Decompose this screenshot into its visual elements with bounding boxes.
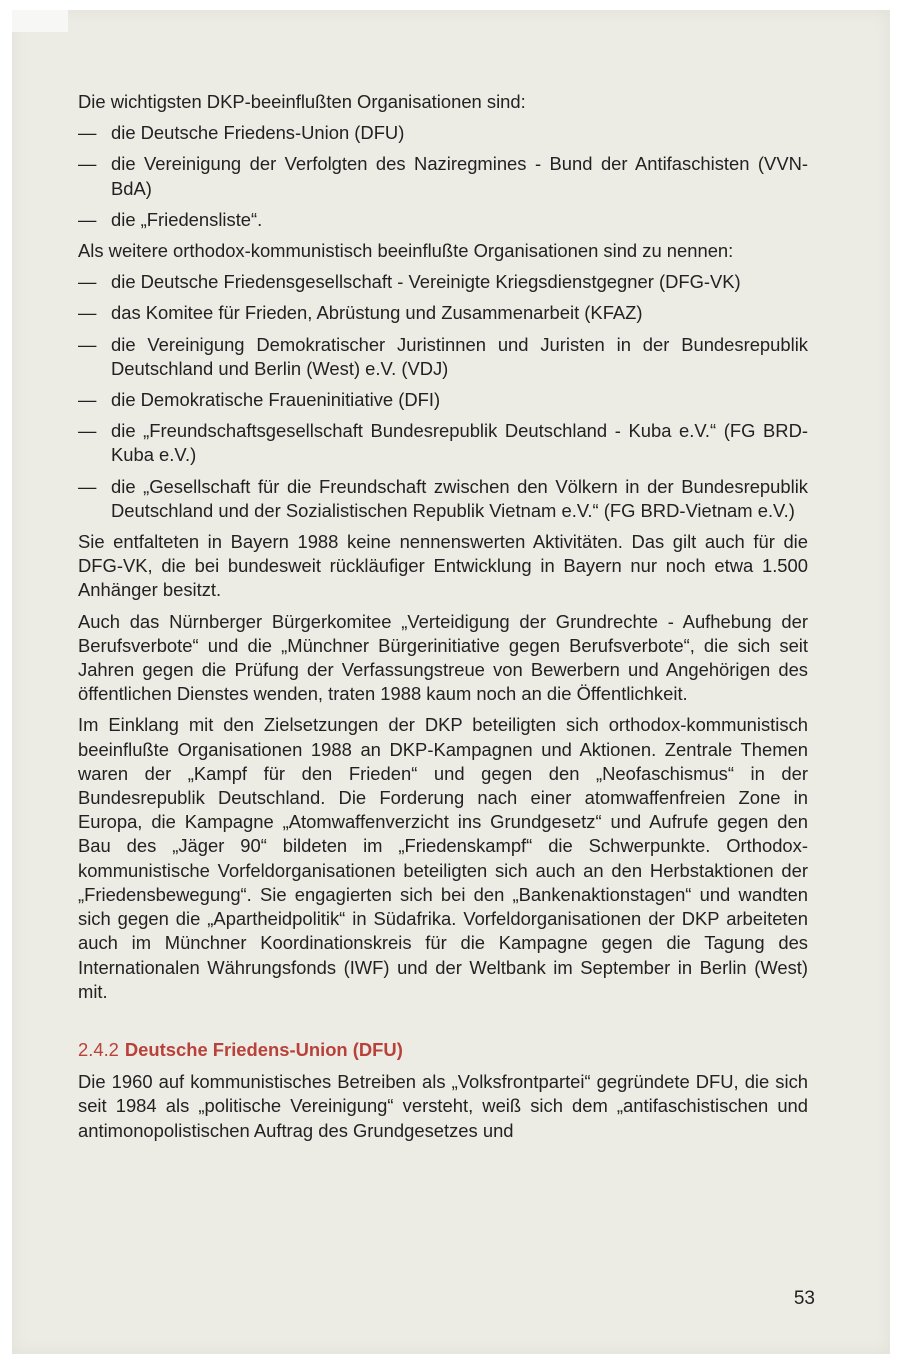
list-item xyxy=(78,419,808,467)
section-paragraph: Die 1960 auf kommunistisches Betreiben als „Volksfrontpartei“ gegründete DFU, die sich seit 1984 als „politische Vereinigung“ versteht, weiß sich dem „antifaschistischen und antimonopolistischen Auftrag des Grundgesetzes und xyxy=(78,1071,808,1141)
list-item xyxy=(78,475,808,523)
list-item xyxy=(78,301,808,325)
dash-marker: — xyxy=(78,271,97,293)
list-item-text: die Vereinigung Demokratischer Juristinnen und Juristen in der Bundesrepublik Deutschland und Berlin (West) e.V. (VDJ) xyxy=(111,333,808,379)
dash-marker: — xyxy=(78,420,97,442)
list-item xyxy=(78,388,808,412)
body-paragraph: Auch das Nürnberger Bürgerkomitee „Verteidigung der Grundrechte - Aufhebung der Berufsverbote“ und die „Münchner Bürgerinitiative gegen Berufsverbote“, die sich seit Jahren gegen die Prüfung der Verfassungstreue von Bewerbern und Angehörigen des öffentlichen Dienstes wenden, traten 1988 kaum noch an die Öffentlichkeit. xyxy=(78,610,808,705)
list-item-text: die „Friedensliste“. xyxy=(111,208,263,230)
dash-marker: — xyxy=(78,208,97,230)
list-item xyxy=(78,121,808,145)
dkp-organizations-list xyxy=(78,121,808,232)
body-paragraph: Sie entfalteten in Bayern 1988 keine nennenswerten Aktivitäten. Das gilt auch für die DFG-VK, die bei bundesweit rückläufiger Entwicklung in Bayern nur noch etwa 1.500 Anhänger besitzt. xyxy=(78,531,808,601)
dash-marker: — xyxy=(78,153,97,175)
list-item xyxy=(78,333,808,381)
section-heading xyxy=(78,1038,808,1062)
intro-text-1: Die wichtigsten DKP-beeinflußten Organisationen sind: xyxy=(78,91,526,112)
dash-marker: — xyxy=(78,122,97,144)
dash-marker: — xyxy=(78,389,97,411)
list-item-text: das Komitee für Frieden, Abrüstung und Zusammenarbeit (KFAZ) xyxy=(111,302,643,324)
scan-edge-mark xyxy=(12,10,68,32)
dash-marker: — xyxy=(78,302,97,324)
list-item xyxy=(78,270,808,294)
page-content xyxy=(78,90,808,1150)
list-item xyxy=(78,152,808,200)
dash-marker: — xyxy=(78,333,97,355)
list-item-text: die Vereinigung der Verfolgten des Naziregmines - Bund der Antifaschisten (VVN-BdA) xyxy=(111,153,808,199)
list-item-text: die Demokratische Fraueninitiative (DFI) xyxy=(111,389,441,411)
list-item-text: die „Freundschaftsgesellschaft Bundesrepublik Deutschland - Kuba e.V.“ (FG BRD-Kuba e.V.) xyxy=(111,420,808,466)
dash-marker: — xyxy=(78,475,97,497)
list-item xyxy=(78,208,808,232)
list-item-text: die Deutsche Friedens-Union (DFU) xyxy=(111,122,405,144)
section-number: 2.4.2 xyxy=(78,1038,119,1060)
intro-text-2: Als weitere orthodox-kommunistisch beeinflußte Organisationen sind zu nennen: xyxy=(78,240,734,262)
section-title: Deutsche Friedens-Union (DFU) xyxy=(124,1038,403,1060)
list-item-text: die „Gesellschaft für die Freundschaft zwischen den Völkern in der Bundesrepublik Deutschland und der Sozialistischen Republik Vietnam e.V.“ (FG BRD-Vietnam e.V.) xyxy=(111,475,808,521)
list-item-text: die Deutsche Friedensgesellschaft - Vereinigte Kriegsdienstgegner (DFG-VK) xyxy=(111,271,741,293)
body-paragraph: Im Einklang mit den Zielsetzungen der DKP beteiligten sich orthodox-kommunistisch beeinflußte Organisationen 1988 an DKP-Kampagnen und Aktionen. Zentrale Themen waren der „Kampf für den Frieden“ und gegen den „Neofaschismus“ in der Bundesrepublik Deutschland. Die Forderung nach einer atomwaffenfreien Zone in Europa, die Kampagne „Atomwaffenverzicht ins Grundgesetz“ und Aufrufe gegen den Bau des „Jäger 90“ bildeten im „Friedenskampf“ die Schwerpunkte. Orthodox-kommunistische Vorfeldorganisationen beteiligten sich auch an den Herbstaktionen der „Friedensbewegung“. Sie engagierten sich bei den „Bankenaktionstagen“ und wandten sich gegen die „Apartheidpolitik“ in Südafrika. Vorfeldorganisationen der DKP arbeiteten auch im Münchner Koordinationskreis für die Kampagne gegen die Tagung des Internationalen Währungsfonds (IWF) und der Weltbank im September in Berlin (West) mit. xyxy=(78,714,808,1002)
page-number: 53 xyxy=(793,1288,815,1309)
other-organizations-list xyxy=(78,270,808,523)
